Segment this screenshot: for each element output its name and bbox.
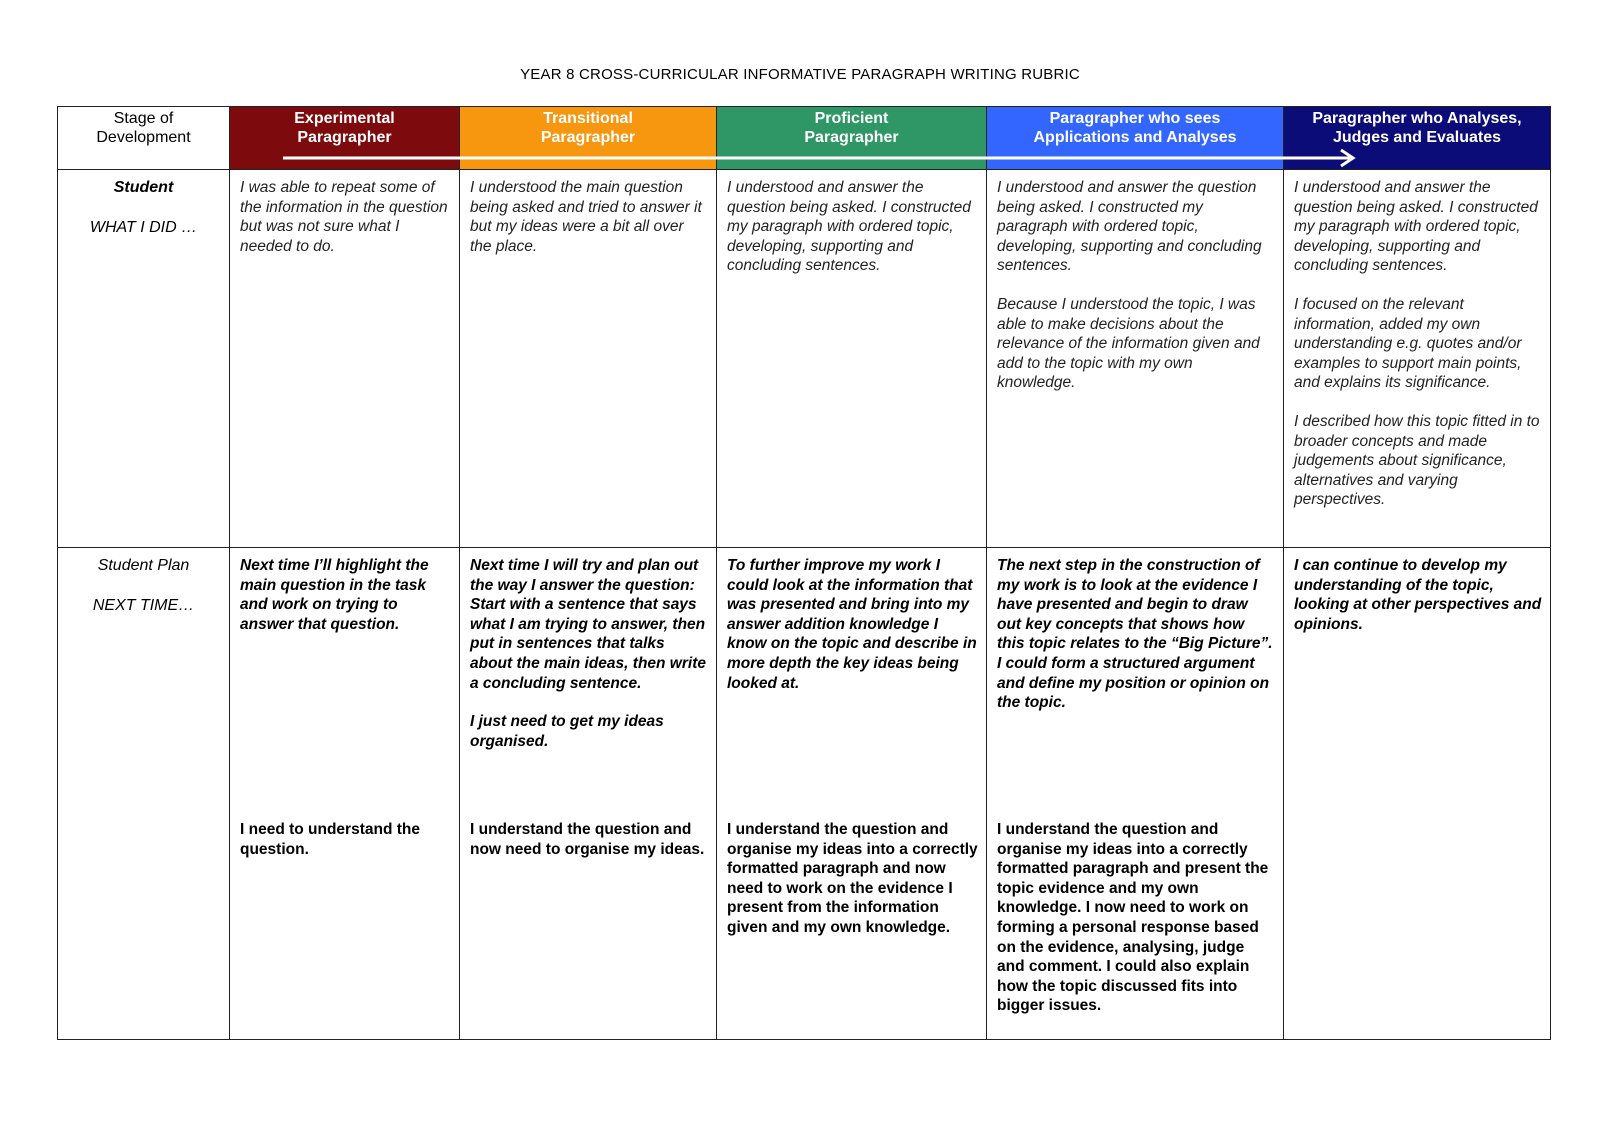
next-time-cell xyxy=(717,548,987,1040)
row-label-student-plan xyxy=(58,548,230,1040)
applications-analyses-header xyxy=(987,107,1284,170)
row-label-student-title: Student xyxy=(113,179,174,196)
what-i-did-cell xyxy=(230,170,460,548)
level-summary: I understand the question and organise my ideas into a correctly formatted paragraph and now need to work on the evidence I present from the information given and my own knowledge. xyxy=(727,821,978,936)
analyses-judges-evaluates-header xyxy=(1284,107,1551,170)
stage-of-development-header: Stage of Development xyxy=(58,107,230,170)
row-label-next-time: NEXT TIME… xyxy=(92,597,195,614)
level-header-label: Proficient Paragrapher xyxy=(804,110,899,146)
row-label-student-plan-title: Student Plan xyxy=(97,557,190,574)
proficient-paragrapher-header xyxy=(717,107,987,170)
next-time-text: The next step in the construction of my work is to look at the evidence I have presented and begin to draw out key concepts that shows how this topic relates to the “Big Picture”. I could form a structured argument and define my position or opinion on the topic. xyxy=(997,557,1273,712)
what-i-did-text: I described how this topic fitted in to broader concepts and made judgements about significance, alternatives and varying perspectives. xyxy=(1294,412,1540,509)
what-i-did-cell xyxy=(460,170,717,548)
level-header-label: Experimental Paragrapher xyxy=(294,110,395,146)
rubric-table xyxy=(57,106,1550,1040)
level-summary: I need to understand the question. xyxy=(240,821,420,858)
level-header-label: Paragrapher who Analyses, Judges and Evaluates xyxy=(1312,110,1522,146)
next-time-cell xyxy=(230,548,460,1040)
header-row xyxy=(58,107,1551,170)
next-time-text: Next time I’ll highlight the main question in the task and work on trying to answer that question. xyxy=(240,557,429,633)
next-time-row xyxy=(58,548,1551,1040)
next-time-text: I can continue to develop my understanding of the topic, looking at other perspectives and opinions. xyxy=(1294,557,1542,633)
what-i-did-cell xyxy=(717,170,987,548)
what-i-did-text: I understood the main question being asked and tried to answer it but my ideas were a bit all over the place. xyxy=(470,179,702,255)
level-header-label: Paragrapher who sees Applications and Analyses xyxy=(1033,110,1237,146)
what-i-did-cell xyxy=(1284,170,1551,548)
what-i-did-cell xyxy=(987,170,1284,548)
next-time-text: To further improve my work I could look at the information that was presented and bring into my answer addition knowledge I know on the topic and describe in more depth the key ideas being looked at. xyxy=(727,557,977,692)
what-i-did-text: I focused on the relevant information, added my own understanding e.g. quotes and/or examples to support main points, and explains its significance. xyxy=(1294,295,1522,392)
next-time-cell xyxy=(460,548,717,1040)
next-time-text: Next time I will try and plan out the way I answer the question: Start with a sentence that says what I am trying to answer, then put in sentences that talks about the main ideas, then write a concluding sentence. xyxy=(470,557,706,692)
row-label-what-i-did: WHAT I DID … xyxy=(89,219,198,236)
next-time-text: I just need to get my ideas organised. xyxy=(470,713,664,750)
what-i-did-text: Because I understood the topic, I was able to make decisions about the relevance of the information given and add to the topic with my own knowledge. xyxy=(997,295,1260,392)
page-title: YEAR 8 CROSS-CURRICULAR INFORMATIVE PARAGRAPH WRITING RUBRIC xyxy=(520,66,1080,83)
row-label-student xyxy=(58,170,230,548)
level-summary: I understand the question and now need to organise my ideas. xyxy=(470,821,705,858)
what-i-did-row xyxy=(58,170,1551,548)
experimental-paragrapher-header xyxy=(230,107,460,170)
what-i-did-text: I understood and answer the question being asked. I constructed my paragraph with ordered topic, developing, supporting and concluding sentences. xyxy=(1294,179,1538,275)
next-time-cell xyxy=(1284,548,1551,1040)
what-i-did-text: I understood and answer the question being asked. I constructed my paragraph with ordered topic, developing, supporting and concluding sentences. xyxy=(997,179,1262,275)
what-i-did-text: I was able to repeat some of the information in the question but was not sure what I needed to do. xyxy=(240,179,448,255)
next-time-cell xyxy=(987,548,1284,1040)
what-i-did-text: I understood and answer the question being asked. I constructed my paragraph with ordered topic, developing, supporting and concluding sentences. xyxy=(727,179,971,275)
level-header-label: Transitional Paragrapher xyxy=(540,110,636,146)
level-summary: I understand the question and organise my ideas into a correctly formatted paragraph and present the topic evidence and my own knowledge. I now need to work on forming a personal response based on the evidence, analysing, judge and comment. I could also explain how the topic discussed fits into bigger issues. xyxy=(997,821,1269,1015)
transitional-paragrapher-header xyxy=(460,107,717,170)
